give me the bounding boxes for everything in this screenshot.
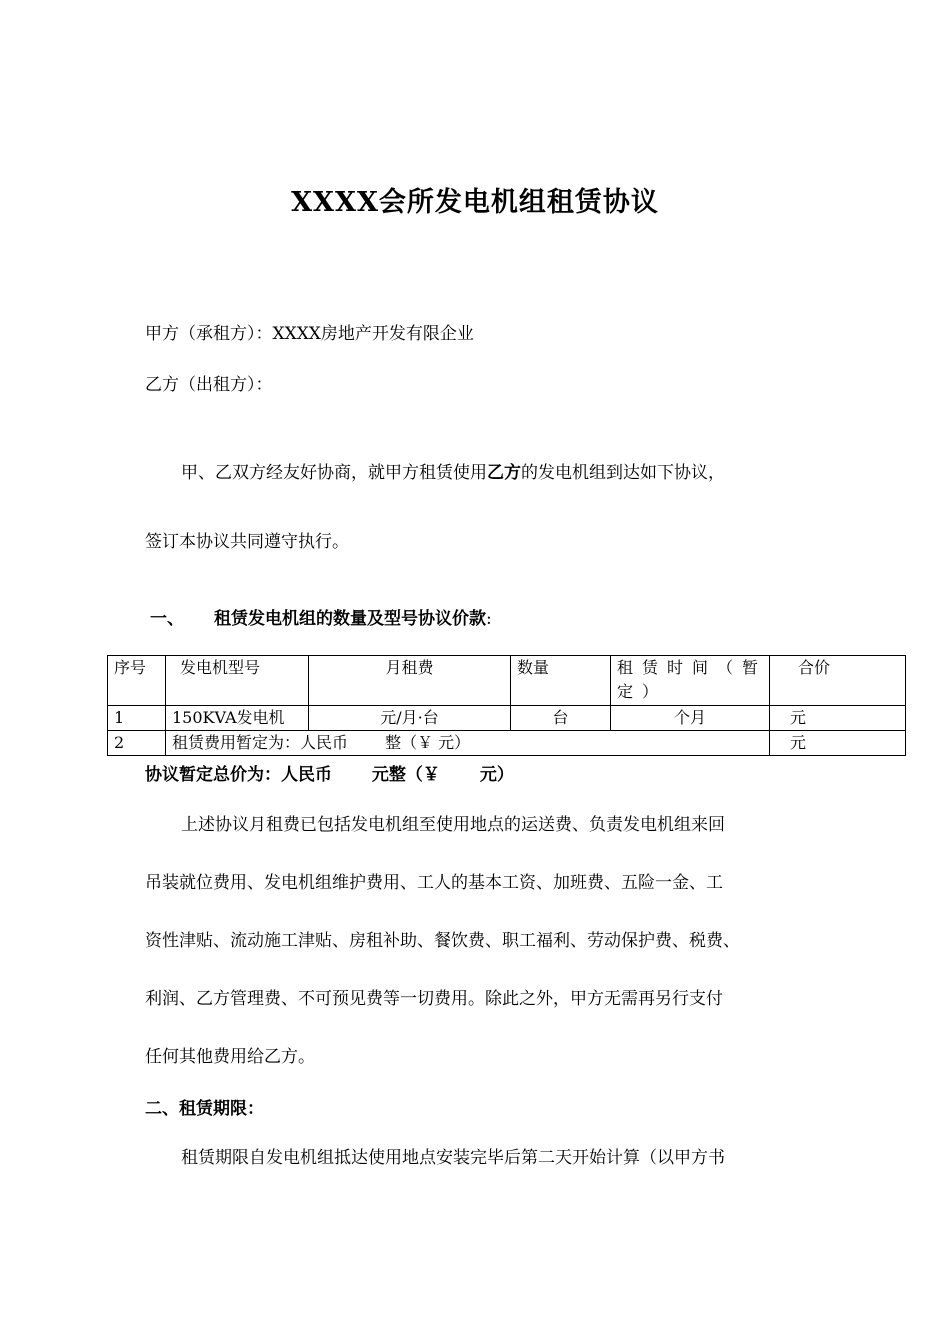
party-b: 乙方（出租方）： — [145, 375, 273, 395]
document-title: XXXX会所发电机组租赁协议 — [291, 187, 659, 218]
section-1-title: 租赁发电机组的数量及型号协议价款 — [214, 609, 486, 629]
table-row — [108, 731, 906, 756]
table-cell: 元 — [770, 731, 906, 756]
table-row — [108, 706, 906, 731]
table-cell: 元/月·台 — [309, 706, 511, 731]
rental-table — [107, 655, 906, 756]
section-2-heading: 二、租赁期限： — [145, 1099, 264, 1119]
header-cell: 发电机型号 — [166, 656, 309, 706]
paragraph-line: 吊装就位费用、发电机组维护费用、工人的基本工资、加班费、五险一金、工 — [145, 873, 723, 893]
paragraph-line: 任何其他费用给乙方。 — [145, 1047, 315, 1067]
paragraph-line: 上述协议月租费已包括发电机组至使用地点的运送费、负责发电机组来回 — [181, 815, 725, 835]
table-cell: 个月 — [611, 706, 770, 731]
intro-text-post: 的发电机组到达如下协议， — [521, 463, 725, 483]
table-cell: 150KVA发电机 — [166, 706, 309, 731]
section-1-heading — [150, 604, 492, 629]
table-header-row — [108, 656, 906, 706]
intro-line-2: 签订本协议共同遵守执行。 — [145, 532, 349, 552]
paragraph-line: 资性津贴、流动施工津贴、房租补助、餐饮费、职工福利、劳动保护费、税费、 — [145, 931, 740, 951]
header-cell: 合价 — [770, 656, 906, 706]
section-2-text: 租赁期限自发电机组抵达使用地点安装完毕后第二天开始计算（以甲方书 — [181, 1148, 725, 1168]
header-cell: 租赁时间（暂定） — [611, 656, 770, 706]
section-1-number: 一、 — [150, 609, 184, 629]
table-cell: 2 — [108, 731, 166, 756]
table-cell: 台 — [511, 706, 611, 731]
table-cell: 1 — [108, 706, 166, 731]
party-a: 甲方（承租方）：XXXX房地产开发有限企业 — [145, 324, 474, 344]
intro-text-bold: 乙方 — [487, 463, 521, 483]
table-cell: 元 — [770, 706, 906, 731]
header-cell: 月租费 — [309, 656, 511, 706]
section-1-colon: : — [486, 609, 492, 629]
header-cell: 序号 — [108, 656, 166, 706]
header-cell: 数量 — [511, 656, 611, 706]
intro-line-1 — [181, 458, 725, 483]
intro-text-pre: 甲、乙双方经友好协商，就甲方租赁使用 — [181, 463, 487, 483]
table-cell: 租赁费用暂定为：人民币 整（￥ 元） — [166, 731, 770, 756]
total-price-line: 协议暂定总价为：人民币 元整（￥ 元） — [145, 765, 514, 785]
paragraph-line: 利润、乙方管理费、不可预见费等一切费用。除此之外，甲方无需再另行支付 — [145, 989, 723, 1009]
